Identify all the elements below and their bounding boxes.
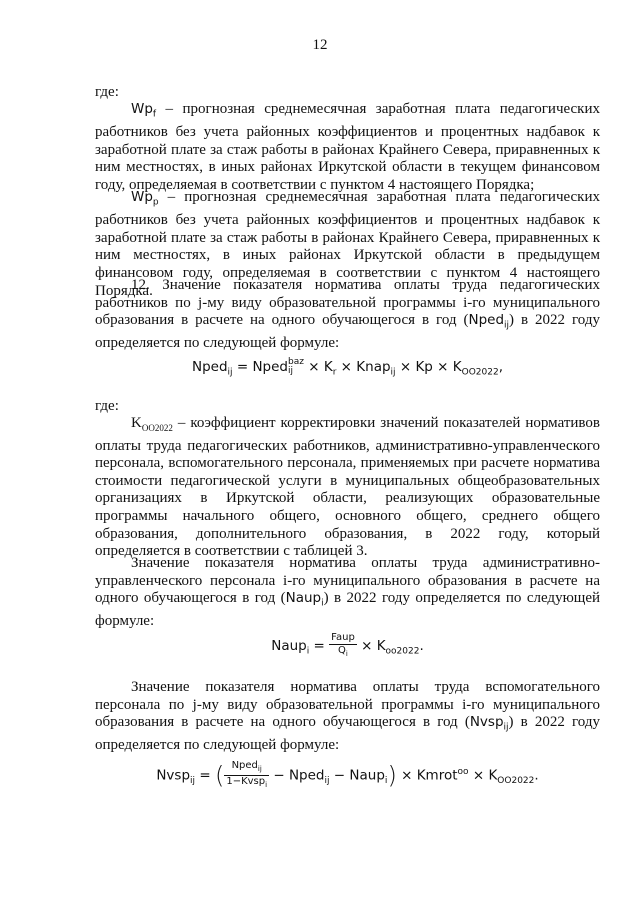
formula-naup: Naup$_i$ = $\frac{\text{Faup}}{Q_i}$ × $K_{oo2022}$.: [271, 632, 424, 658]
where-label-2: [95, 398, 600, 416]
naup-inline-symbol: Naup$_i$: [285, 590, 324, 609]
wpf-symbol: $Wp_f$: [131, 101, 157, 120]
wpp-symbol: $Wp_p$: [131, 189, 159, 208]
formula-nped: Nped$_{ij}$ = Nped baz ij × $K_r$ × Knap$_{ij}$ × $Kp \times K_{OO2022}$,: [191, 357, 504, 378]
paragraph-12: 12. Значение показателя норматива оплаты труда педагогических работников по j-му виду образовательной программы i-го муниципального образования в расчете на одного обучающегося в год (Nped$_{ij}$) в 2022 году определяется по следующей формуле:: [95, 277, 600, 352]
nvsp-fraction: $\frac{Nped_{ij}}{1-Kvsp_i}$: [226, 760, 268, 789]
koo-definition: [95, 415, 600, 561]
wpp-text: – прогнозная среднемесячная заработная плата педагогических работников без учета районных коэффициентов и процентных надбавок к заработной плате за стаж работы в районах Крайнего Севера, приравненных к ним местностях, в иных районах Иркутской области в предыдущем финансовом году, определяемая в соответствии с пунктом 4 настоящего Порядка.: [95, 189, 600, 299]
wpf-text: – прогнозная среднемесячная заработная плата педагогических работников без учета районных коэффициентов и процентных надбавок к заработной плате за стаж работы в районах Крайнего Севера, приравненных к ним местностях, в иных районах Иркутской области в текущем финансовом году, определяемая в соответствии с пунктом 4 настоящего Порядка;: [95, 101, 600, 194]
nvsp-inline-symbol: Nvsp$_{ij}$: [469, 714, 509, 733]
koo-symbol: $K_{OO2022}$: [131, 415, 173, 433]
nped-inline-symbol: Nped$_{ij}$: [468, 312, 510, 331]
koo-text: – коэффициент корректировки значений показателей нормативов оплаты труда педагогических работников, административно-управленческого персонала, вспомогательного персонала, применяемых при расчете норматива стоимости педагогической услуги в муниципальных общеобразовательных организациях в Иркутской области, реализующих образовательные программы начального общего, основного общего, среднего общего образования, дополнительного образования, в 2022 году, который определяется в соответствии с таблицей 3.: [95, 415, 600, 560]
page-number: 12: [312, 37, 328, 53]
where-label: [95, 84, 600, 102]
where-text-2: где:: [95, 398, 119, 414]
where-text-1: где:: [95, 84, 119, 100]
formula-nvsp: Nvsp$_{ij}$ = ( $\frac{Nped_{ij}}{1-Kvsp_i}$ − Nped$_{ij}$ − Naup$_i$) × Kmrot$^{oo}$ × $K_{OO2022}$.: [156, 760, 539, 790]
wpf-definition: [95, 101, 600, 195]
nvsp-paragraph: Значение показателя норматива оплаты труда вспомогательного персонала по j-му виду образовательной программы i-го муниципального образования в расчете на одного обучающегося в год (Nvsp$_{ij}$) в 2022 году определяется по следующей формуле:: [95, 679, 600, 754]
naup-paragraph: Значение показателя норматива оплаты труда административно-управленческого персонала i-го муниципального образования в расчете на одного обучающегося в год (Naup$_i$) в 2022 году определяется по следующей формуле:: [95, 555, 601, 630]
naup-fraction: $\frac{\text{Faup}}{Q_i}$: [331, 632, 355, 658]
